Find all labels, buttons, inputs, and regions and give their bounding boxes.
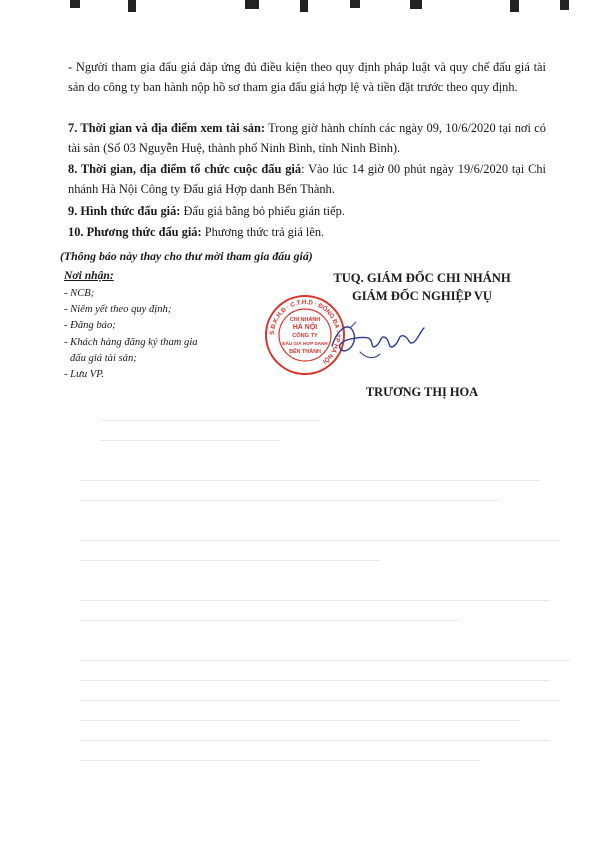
section-9-label: 9. Hình thức đấu giá: [68,204,181,218]
recipient-item: - NCB; [64,288,95,299]
signature-title-line2: GIÁM ĐỐC NGHIỆP VỤ [351,289,493,304]
recipients-list [64,286,264,383]
paragraph-auction-method [68,223,546,243]
signer-name: TRƯƠNG THỊ HOA [365,385,479,399]
recipient-item: - Đăng báo; [64,320,116,332]
paragraph-viewing-time [68,119,546,158]
recipient-item: - Khách hàng đăng ký tham gia [64,336,198,348]
invitation-note: (Thông báo này thay cho thư mời tham gia đấu giá) [60,249,313,263]
paragraph-auction-time [68,160,546,199]
recipient-item: đấu giá tài sản; [70,352,137,364]
section-8-text: : Vào lúc 14 giờ 00 phút ngày 19/6/2020 tại Chi nhánh Hà Nội Công ty Đấu giá Hợp danh Bến Thành. [68,162,546,196]
recipient-item: - Niêm yết theo quy định; [64,304,172,316]
recipient-item: - Lưu VP. [64,369,105,381]
seal-line: CÔNG TY [292,333,318,339]
seal-line: ĐẤU GIÁ HỢP DANH [282,341,328,346]
section-7-label: 7. Thời gian và địa điểm xem tài sản: [68,121,266,135]
bleed-through-background [60,410,600,830]
section-10-text: Phương thức trả giá lên. [201,225,325,239]
seal-ring-text: S.Đ.K.H.Đ · C.T.H.D · ĐỐNG ĐA - TP HÀ NỘI [268,298,342,365]
signature-title-line1: TUQ. GIÁM ĐỐC CHI NHÁNH [333,271,511,285]
section-10-label: 10. Phương thức đấu giá: [68,225,202,239]
top-edge-marks [0,0,600,18]
section-7-text: Trong giờ hành chính các ngày 09, 10/6/2020 tại nơi có tài sản (Số 03 Nguyễn Huệ, thành phố Ninh Bình, tỉnh Ninh Bình). [68,121,546,155]
seal-line: BẾN THÀNH [289,349,321,355]
paragraph-auction-form [68,202,546,222]
paragraph-participant-conditions [68,58,546,97]
seal-line: CHI NHÁNH [289,317,321,323]
participant-conditions-text: - Người tham gia đấu giá đáp ứng đủ điều kiện theo quy định pháp luật và quy chế đấu giá tài sản do công ty ban hành nộp hồ sơ tham gia đấu giá hợp lệ và tiền đặt trước theo quy định. [68,60,546,94]
section-9-text: Đấu giá bằng bỏ phiếu gián tiếp. [180,204,345,218]
handwritten-signature [320,308,430,368]
section-8-label: 8. Thời gian, địa điểm tổ chức cuộc đấu giá [68,162,302,176]
recipients-title: Nơi nhận: [64,269,114,282]
seal-line: HÀ NỘI [292,324,318,331]
